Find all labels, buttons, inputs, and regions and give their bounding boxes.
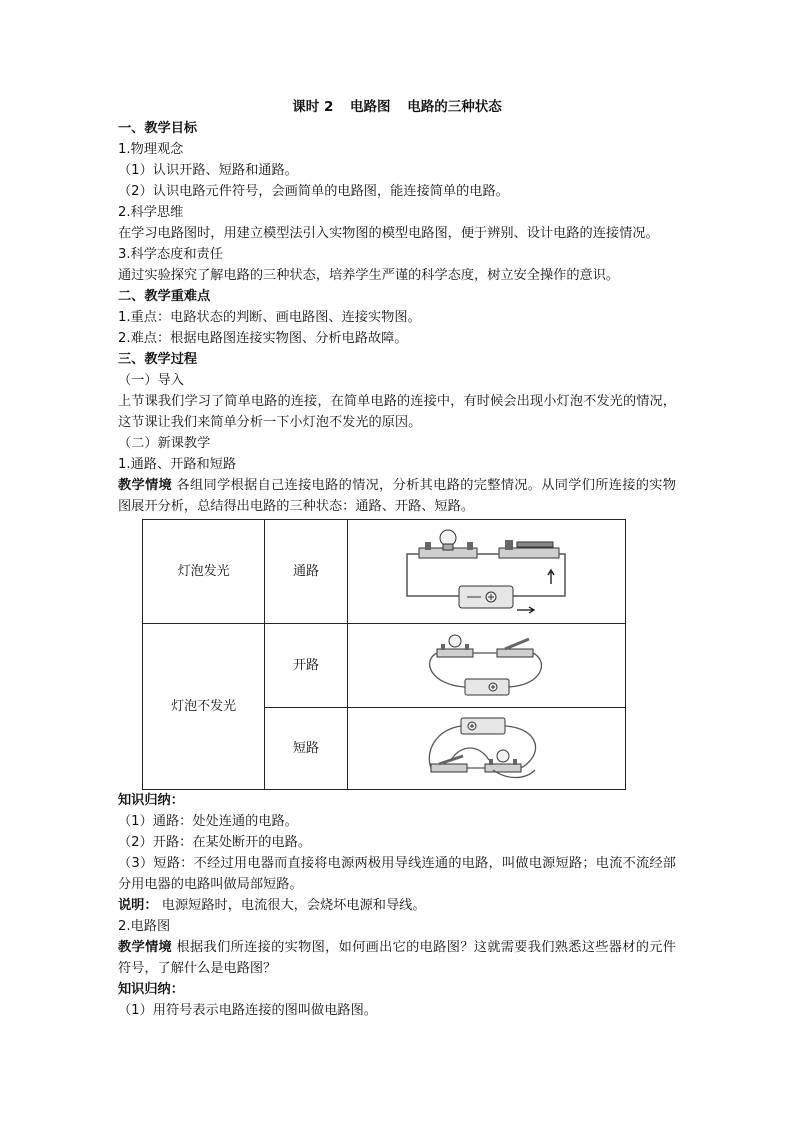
s3-part1: （一）导入: [118, 373, 184, 388]
summary1-p3: （3）短路：不经过用电器而直接将电源两极用导线连通的电路，叫做电源短路；电流不流经部分用电器的电路叫做局部短路。: [118, 856, 676, 892]
note-text: 电源短路时，电流很大，会烧坏电源和导线。: [161, 898, 426, 913]
sec2-scene: [118, 937, 676, 979]
sec2-p1: （1）用符号表示电路连接的图叫做电路图。: [118, 1003, 377, 1018]
short-circuit-figure: [347, 708, 625, 790]
s3-part2: （二）新课教学: [118, 436, 211, 451]
sec2-summary-label: 知识归纳：: [118, 982, 184, 997]
open-circuit-figure: [347, 624, 625, 708]
s1-h3: 3.科学态度和责任: [118, 247, 223, 262]
cell-short: 短路: [265, 708, 348, 790]
summary1-label: 知识归纳：: [118, 793, 184, 808]
s3-scene1: [118, 475, 676, 517]
s1-p1: （1）认识开路、短路和通路。: [118, 163, 298, 178]
short-circuit-image: [421, 714, 551, 784]
s1-h2: 2.科学思维: [118, 205, 184, 220]
cell-unlit: 灯泡不发光: [143, 624, 265, 790]
s1-p2: （2）认识电路元件符号，会画简单的电路图，能连接简单的电路。: [118, 184, 509, 199]
s2-p1: 1.重点：电路状态的判断、画电路图、连接实物图。: [118, 310, 421, 325]
s1-p4: 通过实验探究了解电路的三种状态，培养学生严谨的科学态度，树立安全操作的意识。: [118, 268, 620, 283]
section-1-heading: 一、教学目标: [118, 121, 198, 136]
summary1-p1: （1）通路：处处连通的电路。: [118, 814, 298, 829]
closed-circuit-image: [401, 528, 571, 616]
title-name2: 电路的三种状态: [407, 99, 502, 115]
s3-intro: 上节课我们学习了简单电路的连接，在简单电路的连接中，有时候会出现小灯泡不发光的情况，这节课让我们来简单分析一下小灯泡不发光的原因。: [118, 394, 676, 430]
sec2-scene-label: 教学情境: [118, 940, 173, 955]
document-page: [118, 97, 676, 1021]
s2-p2: 2.难点：根据电路图连接实物图、分析电路故障。: [118, 331, 408, 346]
s1-h1: 1.物理观念: [118, 142, 184, 157]
summary1-p2: （2）开路：在某处断开的电路。: [118, 835, 312, 850]
title-name1: 电路图: [350, 99, 391, 115]
section-3-heading: 三、教学过程: [118, 352, 198, 367]
scene-text: 各组同学根据自己连接电路的情况，分析其电路的完整情况。从同学们所连接的实物图展开分析，总结得出电路的三种状态：通路、开路、短路。: [118, 478, 676, 514]
page-title: [118, 97, 676, 118]
summary1-note: [118, 895, 676, 916]
closed-circuit-figure: [347, 520, 625, 624]
s1-p3: 在学习电路图时，用建立模型法引入实物图的模型电路图，便于辨别、设计电路的连接情况。: [118, 226, 659, 241]
scene-label: 教学情境: [118, 478, 173, 493]
sec2-heading: 2.电路图: [118, 919, 171, 934]
section-2-heading: 二、教学重难点: [118, 289, 211, 304]
open-circuit-image: [421, 631, 551, 701]
cell-open: 开路: [265, 624, 348, 708]
cell-closed: 通路: [265, 520, 348, 624]
s3-sub1: 1.通路、开路和短路: [118, 457, 237, 472]
note-label: 说明：: [118, 898, 158, 913]
cell-lit: 灯泡发光: [143, 520, 265, 624]
circuit-states-table: [142, 519, 626, 790]
sec2-scene-text: 根据我们所连接的实物图，如何画出它的电路图？这就需要我们熟悉这些器材的元件符号，了解什么是电路图？: [118, 940, 676, 976]
title-lesson: 课时 2: [292, 99, 334, 115]
